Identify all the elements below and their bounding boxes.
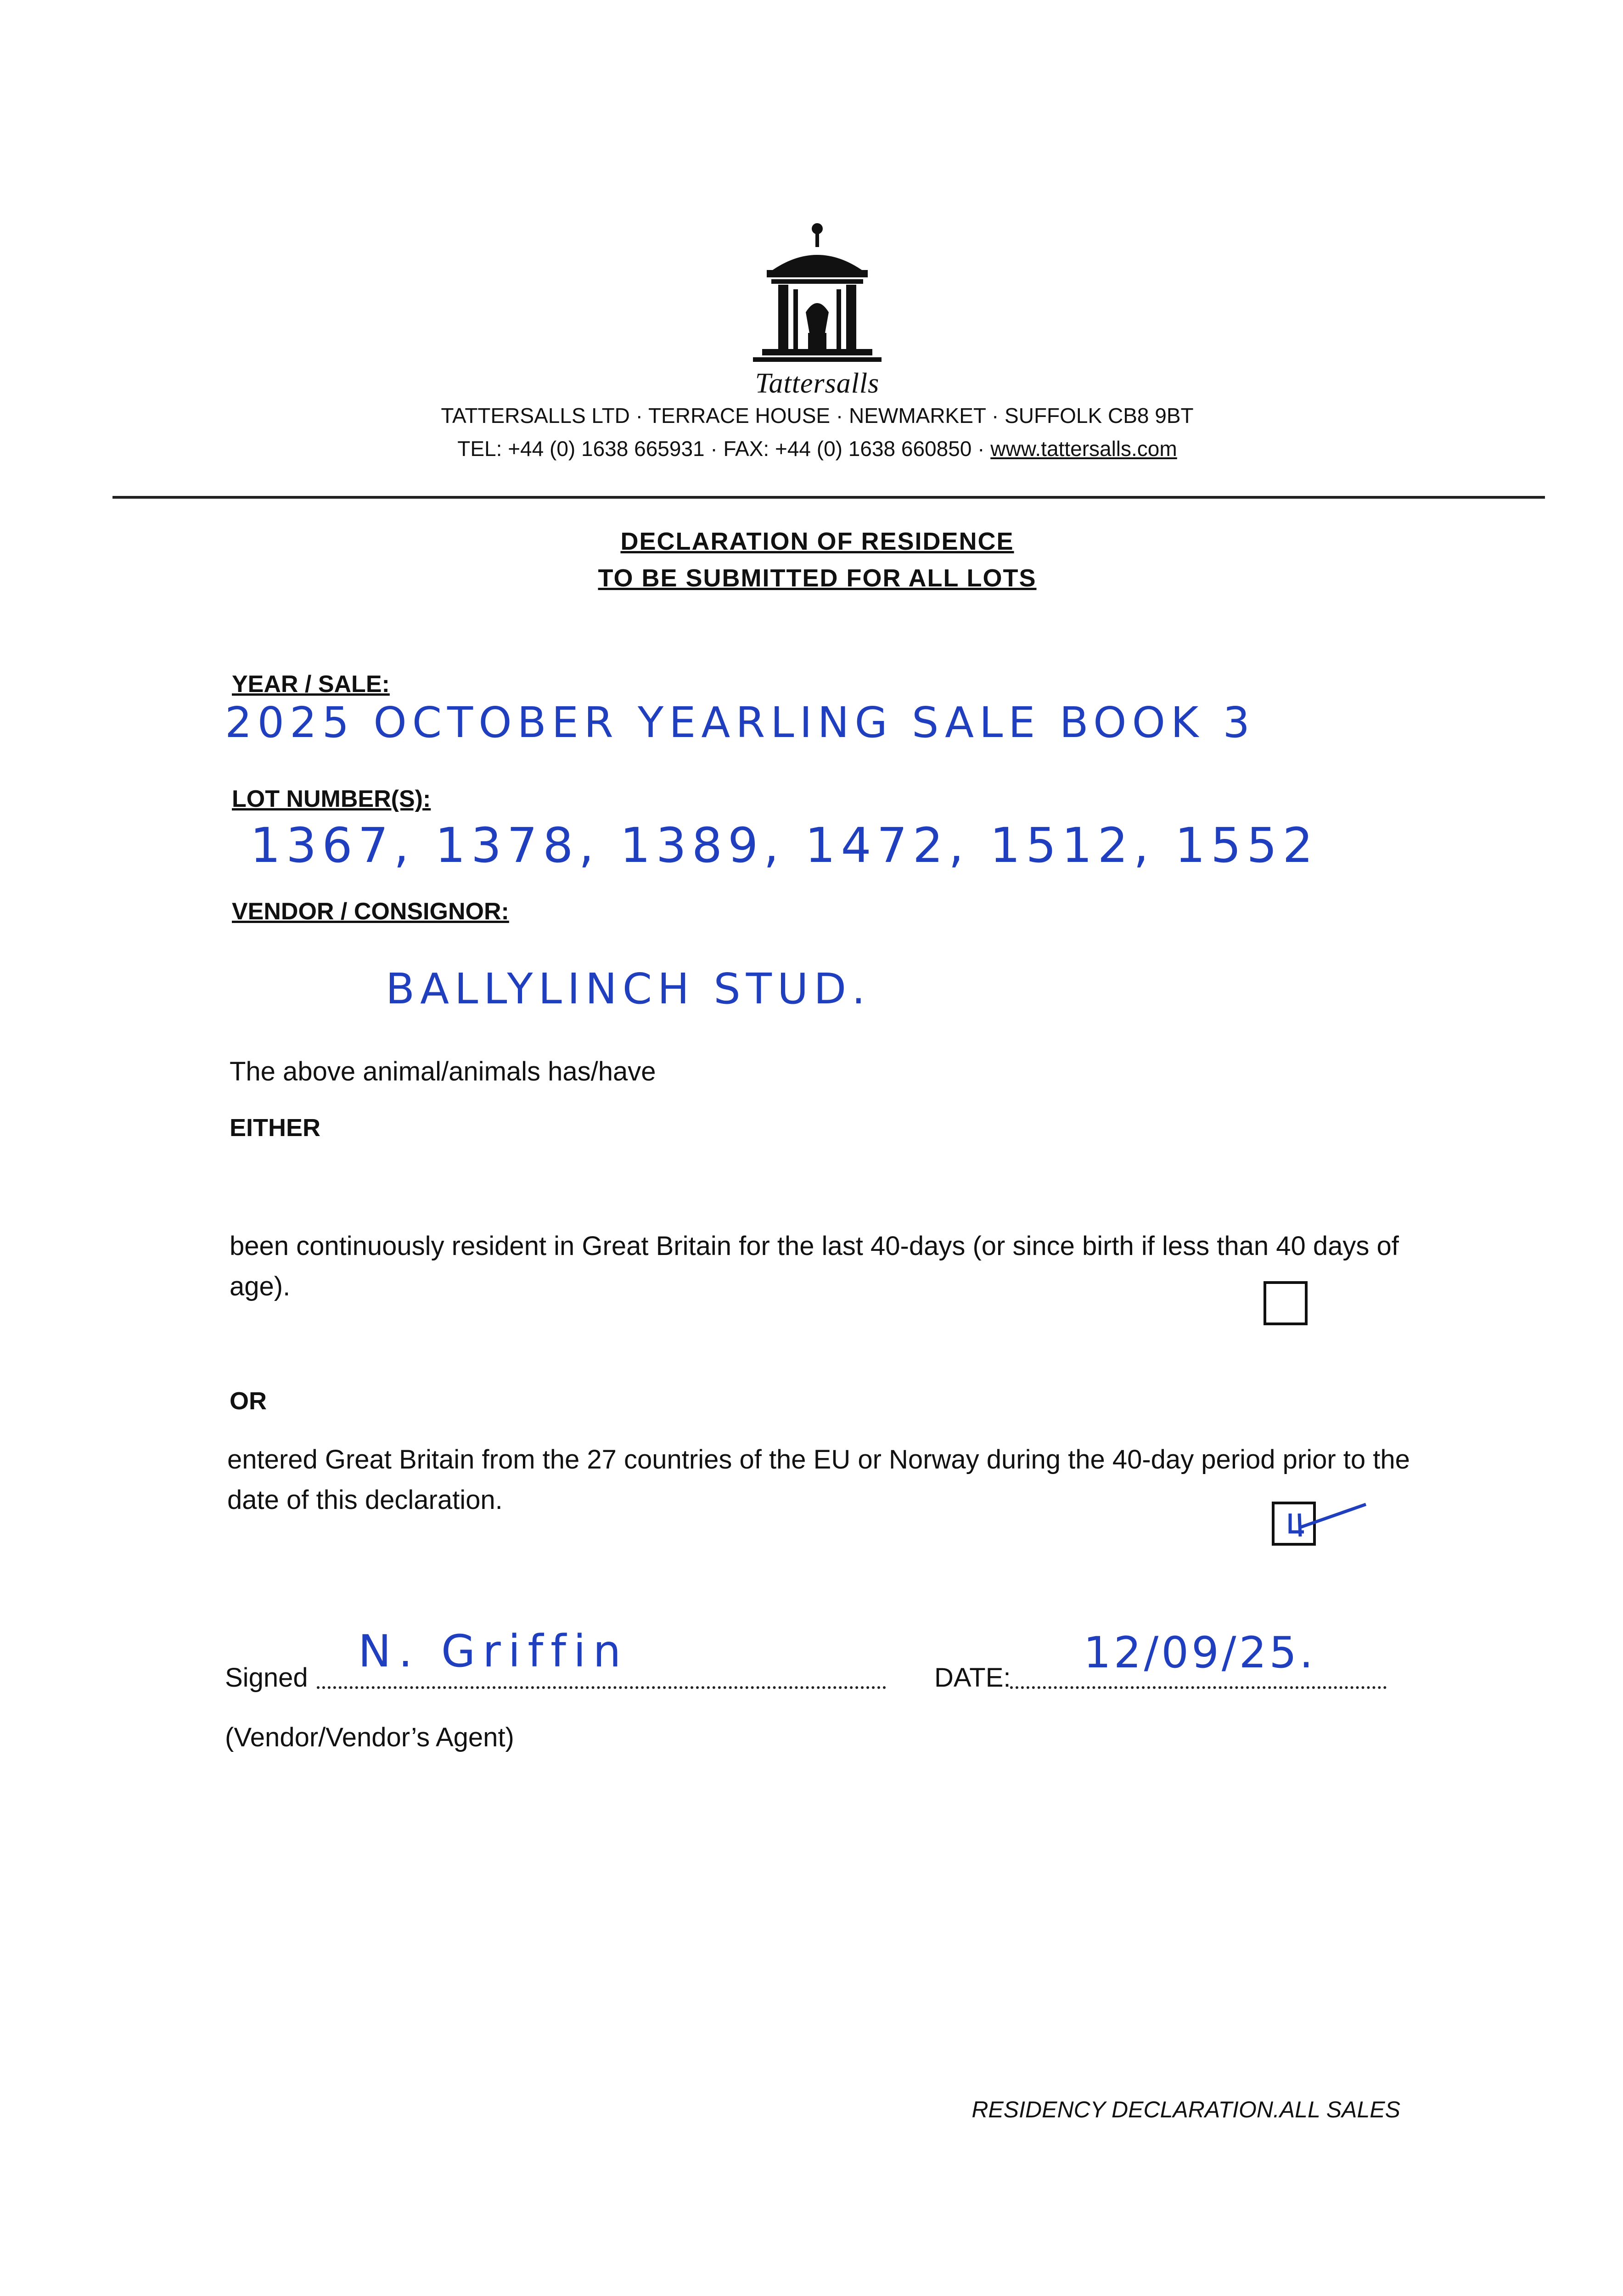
company-contact <box>230 436 1405 461</box>
brand-name: Tattersalls <box>755 368 880 399</box>
signer-role: (Vendor/Vendor’s Agent) <box>225 1722 514 1752</box>
footer-label: RESIDENCY DECLARATION.ALL SALES <box>972 2097 1400 2122</box>
document-title: DECLARATION OF RESIDENCE <box>620 528 1014 555</box>
tick-mark-icon <box>1272 1486 1373 1541</box>
signature-line <box>317 1686 886 1689</box>
either-label: EITHER <box>230 1114 321 1142</box>
option2-text: entered Great Britain from the 27 countries of the EU or Norway during the 40-day period prior to the date of this declaration. <box>227 1445 1410 1515</box>
date-label: DATE: <box>934 1663 1011 1693</box>
document-subtitle: TO BE SUBMITTED FOR ALL LOTS <box>598 564 1037 592</box>
vendor-consignor-label: VENDOR / CONSIGNOR: <box>232 898 509 925</box>
lot-numbers-value[interactable]: 1367, 1378, 1389, 1472, 1512, 1552 <box>250 817 1319 873</box>
signed-label: Signed <box>225 1663 308 1693</box>
website-link[interactable]: www.tattersalls.com <box>990 437 1177 461</box>
header-divider <box>112 496 1545 499</box>
signature-value[interactable]: N. Griffin <box>358 1626 629 1677</box>
year-sale-value[interactable]: 2025 OCTOBER YEARLING SALE BOOK 3 <box>225 698 1256 747</box>
option2-checkbox[interactable] <box>1272 1502 1316 1546</box>
year-sale-label: YEAR / SALE: <box>232 671 390 698</box>
or-label: OR <box>230 1387 267 1415</box>
tattersalls-logo <box>753 220 882 372</box>
rotunda-logo-icon <box>753 220 882 372</box>
option1-checkbox[interactable] <box>1264 1281 1308 1325</box>
vendor-consignor-value[interactable]: BALLYLINCH STUD. <box>386 964 871 1013</box>
lot-numbers-label: LOT NUMBER(S): <box>232 786 431 812</box>
contact-phone-fax: TEL: +44 (0) 1638 665931 · FAX: +44 (0) 1638 660850 · <box>457 437 991 461</box>
date-line <box>1010 1686 1387 1689</box>
intro-text: The above animal/animals has/have <box>230 1057 656 1086</box>
option1-text: been continuously resident in Great Britain for the last 40-days (or since birth if less than 40 days of age). <box>230 1231 1399 1301</box>
company-address: TATTERSALLS LTD · TERRACE HOUSE · NEWMARKET · SUFFOLK CB8 9BT <box>441 404 1194 428</box>
date-value[interactable]: 12/09/25. <box>1084 1628 1316 1678</box>
